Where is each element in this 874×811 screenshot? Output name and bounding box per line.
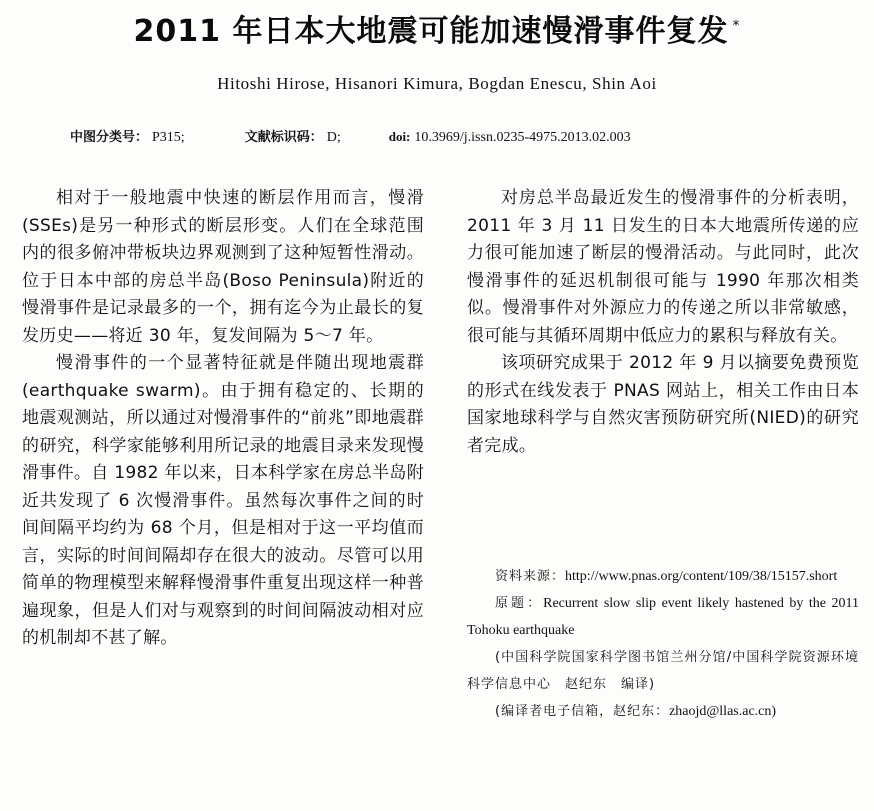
source-line — [467, 563, 859, 590]
email-value: zhaojd@llas.ac.cn) — [669, 704, 777, 719]
paragraph: 对房总半岛最近发生的慢滑事件的分析表明，2011 年 3 月 11 日发生的日本大地震所传递的应力很可能加速了断层的慢滑活动。与此同时，此次慢滑事件的延迟机制很可能与 1990 年那次相类似。慢滑事件对外源应力的传递之所以非常敏感，很可能与其循环周期中低应力的累积与释放有关。 — [467, 188, 859, 346]
paragraph: 慢滑事件的一个显著特征就是伴随出现地震群(earthquake swarm)。由于拥有稳定的、长期的地震观测站，所以通过对慢滑事件的“前兆”即地震群的研究，科学家能够利用所记录的地震目录来发现慢滑事件。自 1982 年以来，日本科学家在房总半岛附近共发现了 6 次慢滑事件。虽然每次事件之间的时间间隔平均约为 68 个月，但是相对于这一平均值而言，实际的时间间隔却存在很大的波动。尽管可以用简单的物理模型来解释慢滑事件重复出现这样一种普遍现象，但是人们对与观察到的时间间隔波动相对应的机制却不甚了解。 — [22, 353, 424, 648]
clc-label: 中图分类号： — [70, 130, 149, 145]
translator-credit: (中国科学院国家科学图书馆兰州分馆/中国科学院资源环境科学信息中心 赵纪东 编译) — [467, 650, 859, 692]
translator-line — [467, 644, 859, 698]
title-text: 2011 年日本大地震可能加速慢滑事件复发 — [133, 14, 729, 49]
original-title: Recurrent slow slip event likely hastened by the 2011 Tohoku earthquake — [467, 596, 859, 638]
page-title — [0, 6, 874, 50]
doi-label: doi: — [388, 129, 411, 144]
email-line — [467, 698, 859, 725]
original-title-label: 原题： — [495, 596, 544, 611]
doc-code-value: D; — [326, 130, 341, 145]
email-label: (编译者电子信箱，赵纪东： — [495, 704, 670, 719]
right-column — [467, 185, 859, 460]
author-list: Hitoshi Hirose, Hisanori Kimura, Bogdan Enescu, Shin Aoi — [217, 74, 657, 93]
source-url: http://www.pnas.org/content/109/38/15157.short — [565, 569, 838, 584]
left-column — [22, 185, 424, 653]
clc-value: P315; — [152, 130, 185, 145]
article-metadata — [70, 126, 834, 146]
doc-code-label: 文献标识码： — [244, 130, 323, 145]
paragraph: 该项研究成果于 2012 年 9 月以摘要免费预览的形式在线发表于 PNAS 网站上，相关工作由日本国家地球科学与自然灾害预防研究所(NIED)的研究者完成。 — [467, 353, 859, 456]
doi-value: 10.3969/j.issn.0235-4975.2013.02.003 — [414, 130, 631, 145]
original-title-line — [467, 590, 859, 644]
source-notes — [467, 563, 859, 725]
source-label: 资料来源： — [495, 569, 566, 584]
footnote-mark: * — [732, 18, 741, 34]
paragraph: 相对于一般地震中快速的断层作用而言，慢滑(SSEs)是另一种形式的断层形变。人们在全球范围内的很多俯冲带板块边界观测到了这种短暂性滑动。位于日本中部的房总半岛(Boso Peninsula)附近的慢滑事件是记录最多的一个，拥有迄今为止最长的复发历史——将近 30 年，复发间隔为 5～7 年。 — [22, 188, 424, 346]
